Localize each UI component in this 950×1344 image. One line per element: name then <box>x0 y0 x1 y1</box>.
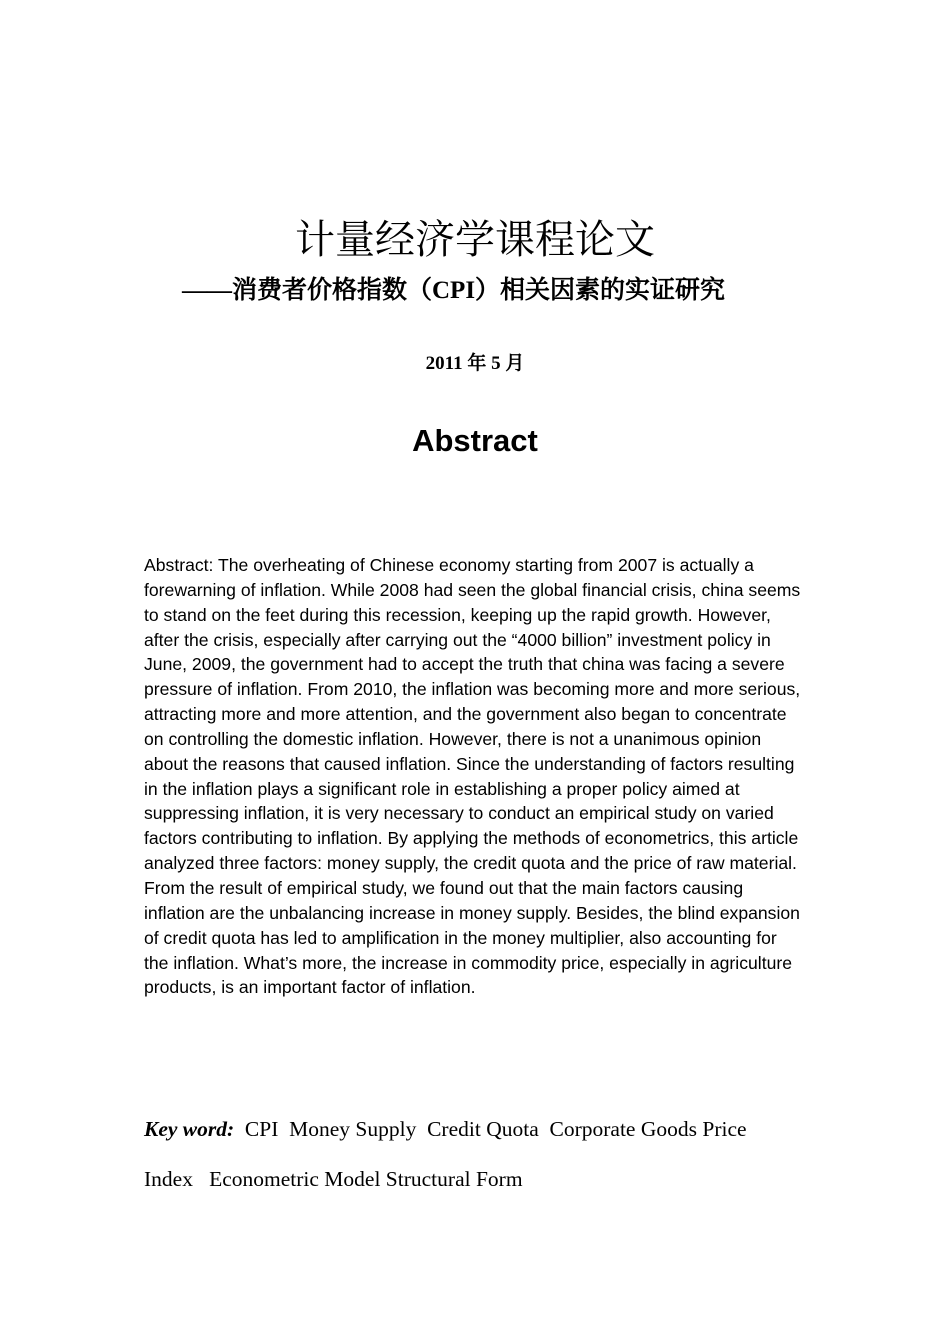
keywords-label: Key word: <box>144 1117 235 1141</box>
paper-subtitle: ——消费者价格指数（CPI）相关因素的实证研究 <box>182 277 726 304</box>
paper-date: 2011 年 5 月 <box>425 353 525 374</box>
abstract-body: Abstract: The overheating of Chinese economy starting from 2007 is actually a forewarning of inflation. While 2008 had seen the global financial crisis, china seems to stand on the feet during this recession, keeping up the rapid growth. However, after the crisis, especially after carrying out the “4000 billion” investment policy in June, 2009, the government had to accept the truth that china was facing a severe pressure of inflation. From 2010, the inflation was becoming more and more serious, attracting more and more attention, and the government also began to concentrate on controlling the domestic inflation. However, there is not a unanimous opinion about the reasons that caused inflation. Since the understanding of factors resulting in the inflation plays a significant role in establishing a proper policy aimed at suppressing inflation, it is very necessary to conduct an empirical study on varied factors contributing to inflation. By applying the methods of econometrics, this article analyzed three factors: money supply, the credit quota and the price of raw material. From the result of empirical study, we found out that the main factors causing inflation are the unbalancing increase in money supply. Besides, the blind expansion of credit quota has led to amplification in the money multiplier, also accounting for the inflation. What’s more, the increase in commodity price, especially in agriculture products, is an important factor of inflation. <box>144 555 801 998</box>
keywords-line <box>144 1104 794 1204</box>
abstract-heading: Abstract <box>412 423 538 458</box>
paper-title: 计量经济学课程论文 <box>295 217 655 263</box>
keywords-text: CPI Money Supply Credit Quota Corporate Goods Price Index Econometric Model Structural Form <box>144 1117 752 1191</box>
